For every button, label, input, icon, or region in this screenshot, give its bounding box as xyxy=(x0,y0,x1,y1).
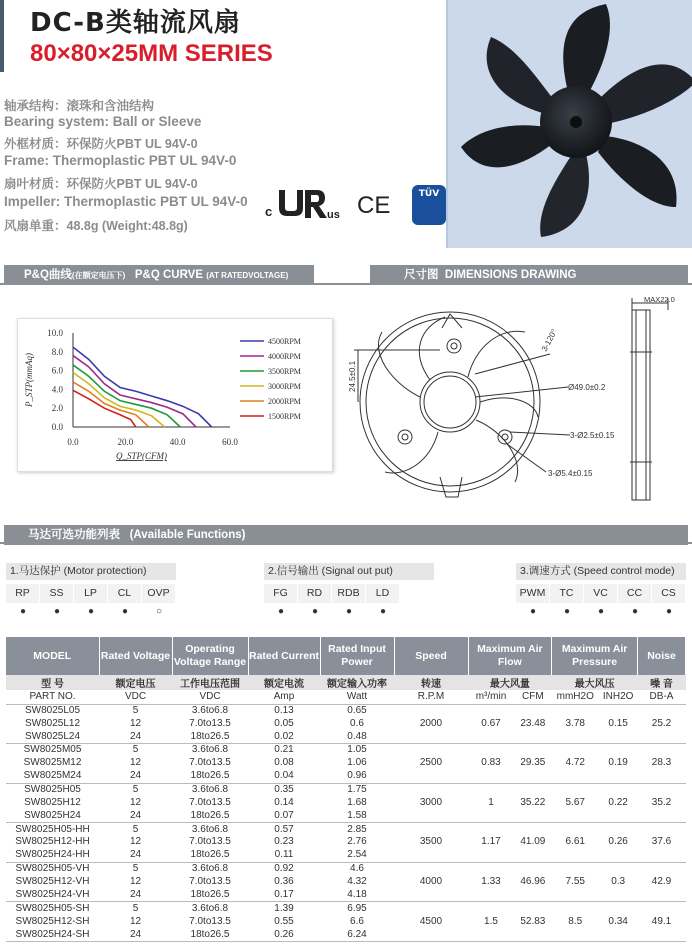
spec-line: 风扇单重：48.8g (Weight:48.8g) xyxy=(4,219,188,233)
pq-curve-section-header xyxy=(4,265,314,285)
group-cell-m3: 1.17 xyxy=(468,823,514,863)
table-cell: 12 xyxy=(129,757,142,769)
function-availability: ● xyxy=(563,606,571,617)
function-cell xyxy=(6,584,40,621)
table-cell: 6.6 xyxy=(350,915,364,927)
col-noise: Noise xyxy=(638,637,686,675)
table-cell: 5 xyxy=(132,902,139,914)
table-cell: 0.55 xyxy=(274,915,294,927)
tuv-mark-icon xyxy=(412,185,446,225)
unit-cell: R.P.M xyxy=(394,690,468,704)
col-rated-current: Rated Current xyxy=(248,637,320,675)
function-availability: ● xyxy=(345,606,353,617)
table-cell: 7.0to13.5 xyxy=(189,757,231,769)
y-tick-label: 2.0 xyxy=(51,403,63,414)
group-cell-db: 28.3 xyxy=(638,744,686,784)
series-line-4500RPM xyxy=(73,347,212,427)
unit-cell: INH2O xyxy=(599,690,638,704)
table-cell: SW8025L05 xyxy=(24,704,81,716)
legend-label: 4000RPM xyxy=(268,352,301,361)
cn-current: 额定电流 xyxy=(248,675,320,690)
table-cell: 12 xyxy=(129,915,142,927)
function-availability: ● xyxy=(277,606,285,617)
table-cell: 6.95 xyxy=(347,902,367,914)
table-row xyxy=(6,783,686,796)
table-cell: 4.6 xyxy=(350,863,364,875)
y-tick-label: 10.0 xyxy=(47,328,63,338)
spec-table xyxy=(6,637,686,942)
tuv-label: TÜV xyxy=(418,189,440,199)
unit-cell: Watt xyxy=(320,690,394,704)
function-code: TC xyxy=(550,584,584,603)
function-code: LD xyxy=(366,584,400,603)
dim-height: 24.5±0.1 xyxy=(348,360,357,392)
table-cell: 24 xyxy=(99,730,172,743)
table-cell: 6.24 xyxy=(320,928,394,941)
function-code: RDB xyxy=(332,584,366,603)
function-availability: ● xyxy=(121,606,129,617)
table-cell: 0.96 xyxy=(320,770,394,783)
group-cell-inh2o: 0.15 xyxy=(599,704,638,744)
dim-hub-diameter: Ø49.0±0.2 xyxy=(568,383,606,392)
ce-mark-icon: CE xyxy=(357,192,391,219)
y-tick-label: 4.0 xyxy=(51,384,63,395)
group-cell-mmh2o: 8.5 xyxy=(552,902,599,942)
y-axis-title: P_STP(mmAq) xyxy=(24,353,34,407)
fan-impeller-image xyxy=(448,0,692,248)
pq-en-small-label: (AT RATEDVOLTAGE) xyxy=(206,271,289,280)
cn-speed: 转速 xyxy=(394,675,468,690)
table-cell: 18to26.5 xyxy=(172,810,248,823)
function-availability: ● xyxy=(529,606,537,617)
group-cell-mmh2o: 5.67 xyxy=(552,783,599,823)
table-cell: 3.6to6.8 xyxy=(191,902,229,914)
function-cell xyxy=(516,584,550,621)
col-model: MODEL xyxy=(6,637,99,675)
legend-label: 1500RPM xyxy=(268,412,301,421)
group-cell-cfm: 23.48 xyxy=(514,704,552,744)
dims-en-label: DIMENSIONS DRAWING xyxy=(444,269,577,281)
function-group-title: 2.信号输出 (Signal out put) xyxy=(264,563,434,580)
table-cell: SW8025M05 xyxy=(23,744,82,756)
table-cell: 5 xyxy=(132,823,139,835)
group-cell-cfm: 46.96 xyxy=(514,862,552,902)
table-cell: 4.18 xyxy=(320,889,394,902)
table-cell: 0.04 xyxy=(248,770,320,783)
dim-hole-large: 3-Ø5.4±0.15 xyxy=(548,469,593,478)
x-tick-label: 40.0 xyxy=(169,437,186,447)
table-row xyxy=(6,862,686,875)
table-cell: 0.36 xyxy=(274,876,294,888)
function-code: CL xyxy=(108,584,142,603)
table-row xyxy=(6,823,686,836)
table-cell: SW8025M24 xyxy=(6,770,99,783)
table-cell: 0.21 xyxy=(274,744,294,756)
y-tick-label: 6.0 xyxy=(51,365,63,376)
function-code: FG xyxy=(264,584,298,603)
table-cell: SW8025H12 xyxy=(24,796,81,808)
table-cell: 0.08 xyxy=(274,757,294,769)
col-operating-range: Operating Voltage Range xyxy=(172,637,248,675)
func-en-label: (Available Functions) xyxy=(129,529,246,541)
table-cell: 0.13 xyxy=(274,704,294,716)
table-cell: 7.0to13.5 xyxy=(189,717,231,729)
function-code: VC xyxy=(584,584,618,603)
function-group-title: 1.马达保护 (Motor protection) xyxy=(6,563,176,580)
dimensions-drawing xyxy=(350,292,690,514)
units-row xyxy=(6,690,686,704)
unit-cell: VDC xyxy=(172,690,248,704)
pq-en-label: P&Q CURVE xyxy=(134,269,204,281)
table-cell: 0.17 xyxy=(248,889,320,902)
dim-angle: 3-120° xyxy=(539,327,559,353)
table-cell: 3.6to6.8 xyxy=(191,744,229,756)
table-cell: 3.6to6.8 xyxy=(191,704,229,716)
function-code: OVP xyxy=(142,584,176,603)
dim-hole-small: 3-Ø2.5±0.15 xyxy=(570,431,615,440)
function-code: LP xyxy=(74,584,108,603)
function-availability: ● xyxy=(311,606,319,617)
function-cell xyxy=(264,584,298,621)
table-cell: SW8025H05-SH xyxy=(15,902,90,914)
page-title: DC-B类轴流风扇 xyxy=(30,8,241,38)
function-cell xyxy=(298,584,332,621)
group-cell-m3: 1.33 xyxy=(468,862,514,902)
group-cell-m3: 1 xyxy=(468,783,514,823)
table-cell: 18to26.5 xyxy=(172,849,248,862)
table-cell: 18to26.5 xyxy=(172,928,248,941)
group-cell-speed: 2000 xyxy=(394,704,468,744)
table-cell: 1.06 xyxy=(347,757,367,769)
legend-label: 4500RPM xyxy=(268,337,301,346)
title-accent-bar xyxy=(0,0,4,72)
function-availability: ○ xyxy=(155,606,163,617)
unit-cell: mmH2O xyxy=(552,690,599,704)
table-cell: 1.05 xyxy=(347,744,367,756)
table-cell: 1.75 xyxy=(347,783,367,795)
spec-line: Frame: Thermoplastic PBT UL 94V-0 xyxy=(4,153,237,168)
function-availability: ● xyxy=(379,606,387,617)
table-cell: SW8025M12 xyxy=(23,757,82,769)
table-cell: 0.26 xyxy=(248,928,320,941)
y-tick-label: 0.0 xyxy=(51,422,63,432)
table-cell: 0.02 xyxy=(248,730,320,743)
table-cell: 7.0to13.5 xyxy=(189,796,231,808)
function-availability: ● xyxy=(631,606,639,617)
function-code: PWM xyxy=(516,584,550,603)
group-cell-m3: 0.67 xyxy=(468,704,514,744)
table-cell: 18to26.5 xyxy=(172,770,248,783)
function-cell xyxy=(142,584,176,621)
table-cell: 7.0to13.5 xyxy=(189,876,231,888)
cn-voltage: 额定电压 xyxy=(99,675,172,690)
table-cell: 24 xyxy=(99,889,172,902)
table-cell: SW8025L24 xyxy=(6,730,99,743)
table-cell: SW8025H24-SH xyxy=(6,928,99,941)
table-cell: 5 xyxy=(132,863,139,875)
table-cell: 0.05 xyxy=(274,717,294,729)
table-cell: 18to26.5 xyxy=(172,889,248,902)
cn-airflow: 最大风量 xyxy=(468,675,552,690)
group-cell-db: 49.1 xyxy=(638,902,686,942)
group-cell-speed: 3000 xyxy=(394,783,468,823)
unit-cell: m³/min xyxy=(468,690,514,704)
table-cell: 24 xyxy=(99,928,172,941)
ur-c-label: c xyxy=(265,204,273,219)
unit-cell: VDC xyxy=(99,690,172,704)
table-cell: 3.6to6.8 xyxy=(191,863,229,875)
table-cell: 2.76 xyxy=(347,836,367,848)
series-title: 80×80×25MM SERIES xyxy=(30,40,273,67)
group-cell-inh2o: 0.34 xyxy=(599,902,638,942)
legend-label: 3000RPM xyxy=(268,382,301,391)
group-cell-speed: 2500 xyxy=(394,744,468,784)
dims-cn-label: 尺寸图 xyxy=(404,269,439,281)
function-code: CC xyxy=(618,584,652,603)
pq-cn-label: P&Q曲线 xyxy=(24,269,72,281)
table-row xyxy=(6,744,686,757)
table-cell: 0.11 xyxy=(248,849,320,862)
ul-recognized-icon xyxy=(265,186,345,222)
function-code: RD xyxy=(298,584,332,603)
table-row xyxy=(6,902,686,915)
group-cell-cfm: 35.22 xyxy=(514,783,552,823)
function-availability: ● xyxy=(53,606,61,617)
group-cell-db: 25.2 xyxy=(638,704,686,744)
x-tick-label: 20.0 xyxy=(117,437,134,447)
group-cell-db: 42.9 xyxy=(638,862,686,902)
function-cell xyxy=(108,584,142,621)
col-rated-voltage: Rated Voltage xyxy=(99,637,172,675)
table-cell: 2.85 xyxy=(347,823,367,835)
table-cell: 5 xyxy=(132,704,139,716)
table-cell: 1.39 xyxy=(274,902,294,914)
table-row xyxy=(6,704,686,717)
table-cell: 4.32 xyxy=(347,876,367,888)
cn-power: 额定输入功率 xyxy=(320,675,394,690)
spec-line: 外框材质：环保防火PBT UL 94V-0 xyxy=(4,137,198,151)
spec-line: Impeller: Thermoplastic PBT UL 94V-0 xyxy=(4,194,248,209)
table-cell: SW8025H05 xyxy=(24,783,81,795)
table-cell: SW8025H24 xyxy=(6,810,99,823)
col-speed: Speed xyxy=(394,637,468,675)
functions-section-header xyxy=(4,525,688,545)
table-cell: 3.6to6.8 xyxy=(191,823,229,835)
table-cell: 5 xyxy=(132,744,139,756)
table-cell: 12 xyxy=(129,796,142,808)
function-cell xyxy=(550,584,584,621)
group-cell-mmh2o: 3.78 xyxy=(552,704,599,744)
pq-cn-small-label: (在额定电压下) xyxy=(71,271,126,280)
cn-range: 工作电压范围 xyxy=(172,675,248,690)
col-air-flow: Maximum Air Flow xyxy=(468,637,552,675)
function-cell xyxy=(584,584,618,621)
col-input-power: Rated Input Power xyxy=(320,637,394,675)
pq-curve-chart xyxy=(17,318,333,472)
group-cell-cfm: 29.35 xyxy=(514,744,552,784)
function-grid xyxy=(516,584,686,621)
table-cell: SW8025H24-HH xyxy=(6,849,99,862)
function-cell xyxy=(40,584,74,621)
table-cell: 0.07 xyxy=(248,810,320,823)
table-cell: SW8025H12-SH xyxy=(15,915,90,927)
group-cell-speed: 4000 xyxy=(394,862,468,902)
group-cell-mmh2o: 6.61 xyxy=(552,823,599,863)
table-cell: SW8025H05-HH xyxy=(15,823,90,835)
cn-pressure: 最大风压 xyxy=(552,675,638,690)
spec-line: Bearing system: Ball or Sleeve xyxy=(4,114,202,129)
spec-line: 轴承结构：滚珠和含油结构 xyxy=(4,99,155,113)
function-availability: ● xyxy=(87,606,95,617)
table-cell: 7.0to13.5 xyxy=(189,915,231,927)
unit-cell: DB-A xyxy=(638,690,686,704)
x-tick-label: 60.0 xyxy=(222,437,238,447)
group-cell-speed: 4500 xyxy=(394,902,468,942)
table-cell: SW8025H05-VH xyxy=(15,863,90,875)
group-cell-speed: 3500 xyxy=(394,823,468,863)
table-cell: 12 xyxy=(129,836,142,848)
group-cell-inh2o: 0.22 xyxy=(599,783,638,823)
table-cell: 12 xyxy=(129,717,142,729)
function-cell xyxy=(332,584,366,621)
function-cell xyxy=(652,584,686,621)
table-cell: 18to26.5 xyxy=(172,730,248,743)
table-cell: 0.14 xyxy=(274,796,294,808)
table-cell: 24 xyxy=(99,849,172,862)
cn-model: 型 号 xyxy=(6,675,99,690)
function-availability: ● xyxy=(665,606,673,617)
table-cell: 2.54 xyxy=(320,849,394,862)
pq-curve-plot xyxy=(18,319,332,471)
table-cell: 0.35 xyxy=(274,783,294,795)
y-tick-label: 8.0 xyxy=(51,346,63,357)
dimensions-section-header xyxy=(370,265,688,285)
unit-cell: Amp xyxy=(248,690,320,704)
group-cell-inh2o: 0.3 xyxy=(599,862,638,902)
table-cell: 3.6to6.8 xyxy=(191,783,229,795)
x-tick-label: 0.0 xyxy=(67,437,79,447)
table-cell: SW8025H12-HH xyxy=(15,836,90,848)
legend-label: 3500RPM xyxy=(268,367,301,376)
group-cell-inh2o: 0.19 xyxy=(599,744,638,784)
x-axis-title: Q_STP(CFM) xyxy=(116,451,167,461)
table-cell: 7.0to13.5 xyxy=(189,836,231,848)
table-cell: 0.65 xyxy=(347,704,367,716)
function-availability: ● xyxy=(19,606,27,617)
table-cell: 0.92 xyxy=(274,863,294,875)
function-cell xyxy=(74,584,108,621)
func-cn-label: 马达可选功能列表 xyxy=(28,529,120,541)
table-cell: SW8025H12-VH xyxy=(15,876,90,888)
table-cell: SW8025H24-VH xyxy=(6,889,99,902)
ur-us-label: us xyxy=(327,209,340,221)
function-grid xyxy=(264,584,400,621)
group-cell-m3: 0.83 xyxy=(468,744,514,784)
group-cell-cfm: 52.83 xyxy=(514,902,552,942)
table-cell: 0.23 xyxy=(274,836,294,848)
table-cell: 0.48 xyxy=(320,730,394,743)
group-cell-db: 37.6 xyxy=(638,823,686,863)
group-cell-cfm: 41.09 xyxy=(514,823,552,863)
group-cell-inh2o: 0.26 xyxy=(599,823,638,863)
table-cell: 1.58 xyxy=(320,810,394,823)
group-cell-mmh2o: 4.72 xyxy=(552,744,599,784)
unit-cell: CFM xyxy=(514,690,552,704)
table-cell: 12 xyxy=(129,876,142,888)
fan-product-photo xyxy=(446,0,692,248)
cn-noise: 噪 音 xyxy=(638,675,686,690)
function-code: SS xyxy=(40,584,74,603)
function-cell xyxy=(618,584,652,621)
group-cell-mmh2o: 7.55 xyxy=(552,862,599,902)
unit-cell: PART NO. xyxy=(6,690,99,704)
table-cell: 1.68 xyxy=(347,796,367,808)
function-code: RP xyxy=(6,584,40,603)
function-group-title: 3.调速方式 (Speed control mode) xyxy=(516,563,686,580)
function-cell xyxy=(366,584,400,621)
group-cell-db: 35.2 xyxy=(638,783,686,823)
group-cell-m3: 1.5 xyxy=(468,902,514,942)
table-cell: 5 xyxy=(132,783,139,795)
table-cell: 24 xyxy=(99,770,172,783)
table-cell: 0.57 xyxy=(274,823,294,835)
table-cell: 24 xyxy=(99,810,172,823)
function-code: CS xyxy=(652,584,686,603)
table-cell: 0.6 xyxy=(350,717,364,729)
spec-line: 扇叶材质：环保防火PBT UL 94V-0 xyxy=(4,177,198,191)
function-grid xyxy=(6,584,176,621)
dim-max-height: MAX22.0 xyxy=(644,295,675,304)
function-availability: ● xyxy=(597,606,605,617)
col-air-pressure: Maximum Air Pressure xyxy=(552,637,638,675)
legend-label: 2000RPM xyxy=(268,397,301,406)
table-cell: SW8025L12 xyxy=(24,717,81,729)
